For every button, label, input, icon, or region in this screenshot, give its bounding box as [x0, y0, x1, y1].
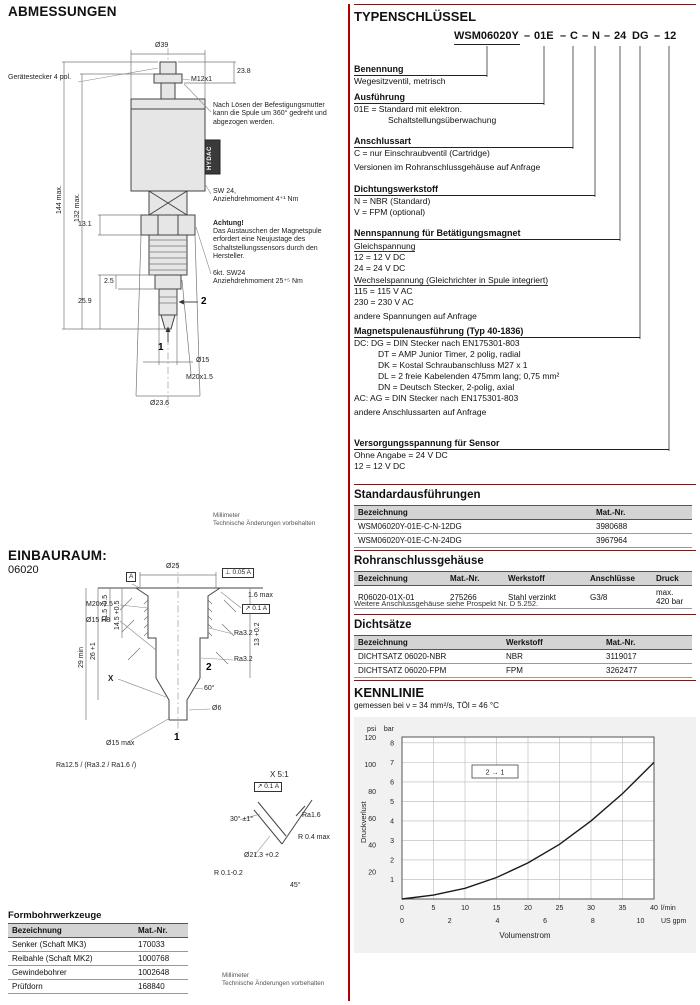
- port-1-marker: 1: [158, 342, 164, 353]
- svg-text:5: 5: [431, 905, 436, 912]
- table-row: [354, 520, 692, 534]
- left-column: [8, 0, 346, 1005]
- col-header: Druck: [652, 572, 692, 586]
- typ-heading: Benennung: [354, 64, 487, 76]
- section-title-rohranschluss: Rohranschlussgehäuse: [354, 555, 484, 567]
- datum-a-flag: A: [126, 572, 136, 582]
- dim-dia-6: Ø6: [212, 705, 222, 712]
- footnote-millimeter-2: Millimeter: [222, 972, 249, 979]
- warning-text: Das Austauschen der Magnetspule erfordert eine Neujustage des Schaltstellungssensors durch den Hersteller.: [213, 228, 322, 260]
- dim-2-5: 2.5: [104, 278, 114, 285]
- footnote-changes-2: Technische Änderungen vorbehalten: [222, 980, 325, 987]
- dim-14-5: 14.5 +0.5: [114, 600, 121, 630]
- table-cell: 1000768: [134, 952, 188, 966]
- section-title-kennlinie: KENNLINIE: [354, 685, 425, 700]
- table-cell: 1002648: [134, 966, 188, 980]
- svg-text:2: 2: [447, 918, 452, 925]
- table-cell: max. 420 bar: [652, 586, 692, 609]
- table-row: [354, 534, 692, 548]
- svg-text:l/min: l/min: [661, 905, 676, 912]
- gdt-flag-01-detail: ↗ 0.1 A: [254, 782, 282, 792]
- typ-subheading: Gleichspannung: [354, 241, 416, 251]
- dim-coil-diameter: Ø39: [155, 42, 169, 49]
- dim-dia-15-h8: Ø15 H8: [86, 617, 111, 624]
- typ-line: AC: AG = DIN Stecker nach EN175301-803: [354, 393, 519, 403]
- svg-text:8: 8: [390, 740, 394, 748]
- table-cell: 3980688: [592, 520, 692, 534]
- type-code-spannung: 24: [614, 30, 627, 42]
- connector-plug-label: Gerätestecker 4 pol.: [8, 74, 72, 81]
- sw24-torque-label: Anziehdrehmoment 4⁺¹ Nm: [213, 196, 299, 203]
- typ-section-dichtung: [354, 184, 696, 218]
- typ-section-ausfuehrung: [354, 92, 696, 126]
- code-dash: –: [654, 30, 661, 42]
- svg-text:35: 35: [618, 905, 627, 912]
- type-code-ausfuehrung: 01E: [534, 30, 554, 42]
- dim-132-max: 132 max.: [74, 193, 81, 222]
- flow-pressure-chart: [354, 721, 696, 931]
- type-code-sensor: 12: [664, 30, 677, 42]
- dim-26: 26 +1: [90, 642, 97, 660]
- table-row: [8, 938, 188, 952]
- dim-60-deg: 60°: [204, 685, 215, 692]
- port-2-marker: 2: [201, 296, 207, 307]
- typ-line: 12 = 12 V DC: [354, 252, 406, 262]
- table-cell: 168840: [134, 980, 188, 994]
- cavity-drawing: [8, 548, 346, 908]
- code-dash: –: [560, 30, 567, 42]
- valve-dimension-drawing: [8, 22, 346, 537]
- col-header: Werkstoff: [504, 572, 586, 586]
- table-cell: Stahl verzinkt: [504, 586, 586, 609]
- table-cell: DICHTSATZ 06020-NBR: [354, 650, 502, 664]
- table-row: [8, 980, 188, 994]
- table-cell: 3262477: [602, 664, 692, 678]
- typ-line: DT = AMP Junior Timer, 2 polig, radial: [378, 349, 521, 359]
- svg-text:0: 0: [400, 905, 404, 912]
- typ-heading: Magnetspulenausführung (Typ 40-1836): [354, 326, 640, 338]
- type-code-base: WSM06020Y: [454, 30, 519, 42]
- port-2-marker-cavity: 2: [206, 662, 212, 673]
- dim-dia-15-max: Ø15 max: [106, 740, 135, 747]
- kennlinie-conditions: gemessen bei ν = 34 mm²/s, TÖl = 46 °C: [354, 701, 499, 710]
- dim-13: 13 +0.2: [254, 622, 261, 646]
- table-cell: 275266: [446, 586, 504, 609]
- svg-text:6: 6: [543, 918, 548, 925]
- svg-text:10: 10: [461, 905, 469, 912]
- hydac-logo: HYDAC: [207, 146, 213, 170]
- table-row: [8, 966, 188, 980]
- table-header-row: [354, 572, 692, 586]
- typ-heading: Versorgungsspannung für Sensor: [354, 438, 669, 450]
- chart-ylabel: Druckverlust: [359, 801, 368, 843]
- kennlinie-chart: [354, 714, 696, 953]
- typ-line: andere Anschlussarten auf Anfrage: [354, 407, 487, 417]
- svg-text:100: 100: [364, 761, 376, 769]
- standard-table: [354, 505, 692, 548]
- svg-text:7: 7: [390, 759, 394, 767]
- surface-finish-group: Ra12.5 / (Ra3.2 / Ra1.6 /): [56, 762, 137, 769]
- typ-section-nennspannung: [354, 228, 696, 322]
- chart-panel: [354, 717, 696, 953]
- typ-line: Schaltstellungsüberwachung: [388, 115, 497, 125]
- svg-text:25: 25: [555, 905, 564, 912]
- dim-13-1: 13.1: [78, 221, 92, 228]
- typ-heading: Nennspannung für Betätigungsmagnet: [354, 228, 620, 240]
- svg-text:US gpm: US gpm: [661, 918, 687, 925]
- table-header-row: [8, 924, 188, 938]
- typ-line: 01E = Standard mit elektron.: [354, 104, 462, 114]
- red-rule: [354, 4, 696, 5]
- typ-section-benennung: [354, 64, 696, 87]
- dim-dia-25: Ø25: [166, 563, 180, 570]
- column-divider-red: [348, 4, 350, 1001]
- gdt-flag-005: ⊥ 0.05 A: [222, 568, 254, 578]
- red-rule: [354, 484, 696, 485]
- section-title-typenschluessel: TYPENSCHLÜSSEL: [354, 9, 477, 24]
- hex-torque-label: Anziehdrehmoment 25⁺⁵ Nm: [213, 278, 303, 285]
- table-cell: R06020-01X-01: [354, 586, 446, 609]
- table-cell: Gewindebohrer: [8, 966, 134, 980]
- typ-line: DN = Deutsch Stecker, 2-polig, axial: [378, 382, 515, 392]
- col-header: Werkstoff: [502, 636, 602, 650]
- svg-text:60: 60: [368, 815, 376, 823]
- red-rule: [354, 614, 696, 615]
- table-cell: 3967964: [592, 534, 692, 548]
- formbohrwerkzeuge-table: [8, 923, 188, 994]
- svg-text:40: 40: [650, 905, 658, 912]
- typ-heading: Dichtungswerkstoff: [354, 184, 595, 196]
- svg-text:15: 15: [492, 905, 501, 912]
- table-cell: 3119017: [602, 650, 692, 664]
- typ-section-anschlussart: [354, 136, 696, 173]
- svg-text:1: 1: [390, 876, 394, 884]
- right-column: [354, 0, 696, 1005]
- detail-scale-label: X 5:1: [270, 770, 289, 779]
- dim-dia-15: Ø15: [196, 357, 210, 364]
- table-cell: WSM06020Y-01E-C-N-12DG: [354, 520, 592, 534]
- col-header: Mat.-Nr.: [592, 506, 692, 520]
- svg-text:6: 6: [390, 779, 394, 787]
- svg-text:2 → 1: 2 → 1: [485, 769, 505, 777]
- detail-x-marker: X: [108, 674, 114, 683]
- einbauraum-code: 06020: [8, 564, 39, 576]
- dim-dia-23-6: Ø23.6: [150, 400, 170, 407]
- table-header-row: [354, 506, 692, 520]
- chart-xlabel: Volumenstrom: [499, 931, 551, 940]
- table-cell: 170033: [134, 938, 188, 952]
- col-header: Mat.-Nr.: [446, 572, 504, 586]
- footnote-changes: Technische Änderungen vorbehalten: [213, 520, 316, 527]
- typ-line: Ohne Angabe = 24 V DC: [354, 450, 448, 460]
- dim-11-5: 11.5 -0.5: [102, 594, 109, 622]
- coil-removal-note: Nach Lösen der Befestigungsmutter kann die Spule um 360° gedreht und abgezogen werden.: [213, 102, 327, 126]
- dichtsaetze-table: [354, 635, 692, 678]
- col-header: Anschlüsse: [586, 572, 652, 586]
- red-rule: [354, 680, 696, 681]
- footnote-millimeter: Millimeter: [213, 512, 240, 519]
- typ-section-versorgung: [354, 438, 696, 472]
- typ-line: DL = 2 freie Kabelenden 475mm lang; 0,75 mm²: [378, 371, 560, 381]
- typ-line: C = nur Einschraubventil (Cartridge): [354, 148, 490, 158]
- col-header: Bezeichnung: [354, 572, 446, 586]
- section-title-abmessungen: ABMESSUNGEN: [8, 4, 117, 19]
- dim-thread-m20: M20x1.5: [186, 374, 213, 381]
- port-1-marker-cavity: 1: [174, 732, 180, 743]
- table-row: [8, 952, 188, 966]
- dim-30-deg: 30° ±1°: [230, 816, 254, 823]
- svg-text:20: 20: [368, 869, 376, 877]
- svg-text:20: 20: [524, 905, 532, 912]
- svg-text:5: 5: [390, 798, 394, 806]
- code-dash: –: [604, 30, 611, 42]
- svg-text:2: 2: [390, 857, 394, 865]
- col-header: Bezeichnung: [8, 924, 134, 938]
- dim-r-0-1: R 0.1-0.2: [214, 870, 243, 877]
- dim-dia-21-3: Ø21.3 +0.2: [244, 852, 279, 859]
- svg-text:3: 3: [390, 837, 394, 845]
- surface-ra32-a: Ra3.2: [234, 630, 253, 637]
- dim-45-deg: 45°: [290, 882, 301, 889]
- type-code-diagram: [354, 28, 696, 480]
- sw24-label: SW 24,: [213, 188, 236, 195]
- table-cell: Prüfdorn: [8, 980, 134, 994]
- typ-line: V = FPM (optional): [354, 207, 426, 217]
- table-cell: WSM06020Y-01E-C-N-24DG: [354, 534, 592, 548]
- svg-text:bar: bar: [383, 726, 394, 733]
- table-cell: Reibahle (Schaft MK2): [8, 952, 134, 966]
- svg-text:10: 10: [636, 918, 645, 925]
- code-dash: –: [524, 30, 531, 42]
- svg-text:80: 80: [368, 788, 376, 796]
- table-cell: FPM: [502, 664, 602, 678]
- typ-section-magnetspule: [354, 326, 696, 418]
- section-title-standard: Standardausführungen: [354, 489, 481, 501]
- table-row: [354, 650, 692, 664]
- svg-text:30: 30: [587, 905, 595, 912]
- section-title-einbauraum: EINBAURAUM:: [8, 548, 107, 563]
- typ-line: andere Spannungen auf Anfrage: [354, 311, 477, 321]
- col-header: Mat.-Nr.: [134, 924, 188, 938]
- code-underline: [454, 44, 520, 45]
- typ-line: 115 = 115 V AC: [354, 286, 413, 296]
- col-header: Mat.-Nr.: [602, 636, 692, 650]
- svg-text:8: 8: [590, 918, 595, 925]
- table-header-row: [354, 636, 692, 650]
- typ-line: Wegesitzventil, metrisch: [354, 76, 446, 86]
- typ-line: 230 = 230 V AC: [354, 297, 414, 307]
- svg-text:4: 4: [390, 818, 394, 826]
- red-rule: [354, 550, 696, 551]
- svg-text:120: 120: [364, 735, 376, 743]
- typ-line: 24 = 24 V DC: [354, 263, 406, 273]
- dim-25-9: 25.9: [78, 298, 92, 305]
- table-cell: G3/8: [586, 586, 652, 609]
- table-cell: Senker (Schaft MK3): [8, 938, 134, 952]
- typ-line: DC: DG = DIN Stecker nach EN175301-803: [354, 338, 520, 348]
- cavity-drawing-lines: [8, 548, 346, 908]
- col-header: Bezeichnung: [354, 636, 502, 650]
- surface-ra16: Ra1.6: [302, 812, 321, 819]
- col-header: Bezeichnung: [354, 506, 592, 520]
- type-code-dichtung: N: [592, 30, 600, 42]
- dim-29-min: 29 min: [78, 646, 85, 668]
- rohranschluss-note: Weitere Anschlussgehäuse siehe Prospekt Nr. D 5.252.: [354, 599, 539, 608]
- typ-heading: Anschlussart: [354, 136, 573, 148]
- svg-text:4: 4: [495, 918, 500, 925]
- gdt-flag-01: ↗ 0.1 A: [242, 604, 270, 614]
- typ-line: 12 = 12 V DC: [354, 461, 406, 471]
- svg-text:40: 40: [368, 842, 376, 850]
- typ-line: Versionen im Rohranschlussgehäuse auf Anfrage: [354, 162, 541, 172]
- dim-23-8: 23.8: [237, 68, 251, 75]
- typ-line: DK = Kostal Schraubanschluss M27 x 1: [378, 360, 528, 370]
- dim-1-6-max: 1.6 max: [248, 592, 273, 599]
- dim-thread-m12: M12x1: [191, 76, 213, 83]
- formbohrwerkzeuge-title: Formbohrwerkzeuge: [8, 910, 102, 921]
- section-title-dichtsaetze: Dichtsätze: [354, 619, 412, 631]
- code-dash: –: [582, 30, 589, 42]
- hex-label: 6kt. SW24: [213, 270, 246, 277]
- typ-line: N = NBR (Standard): [354, 196, 431, 206]
- table-cell: DICHTSATZ 06020-FPM: [354, 664, 502, 678]
- type-code-spule: DG: [632, 30, 649, 42]
- dim-thread-m20-cavity: M20x1.5: [86, 601, 113, 608]
- type-code-anschlussart: C: [570, 30, 578, 42]
- table-cell: NBR: [502, 650, 602, 664]
- dim-r-0-4: R 0.4 max: [298, 834, 330, 841]
- surface-ra32-b: Ra3.2: [234, 656, 253, 663]
- warning-title: Achtung!: [213, 220, 244, 227]
- svg-text:0: 0: [400, 918, 404, 925]
- table-row: [354, 664, 692, 678]
- svg-text:psi: psi: [367, 726, 376, 733]
- typ-heading: Ausführung: [354, 92, 544, 104]
- dim-144-max: 144 max.: [56, 185, 63, 214]
- typ-subheading: Wechselspannung (Gleichrichter in Spule integriert): [354, 275, 549, 285]
